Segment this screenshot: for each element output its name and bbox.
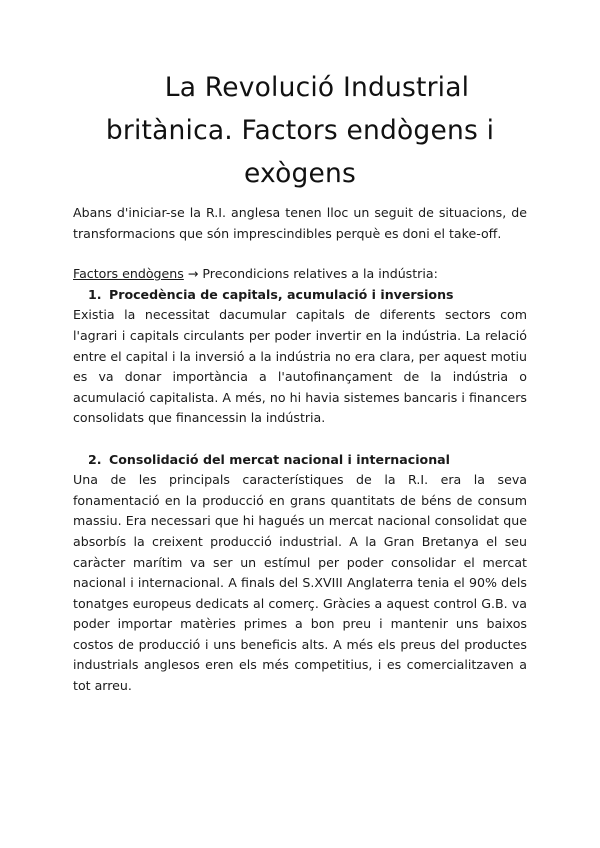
section-1-title: Procedència de capitals, acumulació i inversions [109,286,454,302]
section-1-heading [73,285,527,306]
section-2-heading [73,450,527,471]
section-2-number: 2. [88,451,102,467]
document-page [73,66,527,697]
section-1 [73,285,527,429]
section-1-number: 1. [88,286,102,302]
section-2-paragraph: Una de les principals característiques de la R.I. era la seva fonamentació en la producció en grans quantitats de béns de consum massiu. Era necessari que hi hagués un mercat nacional consolidat que absorbís la creixent producció industrial. A la Gran Bretanya el seu caràcter marítim va ser un estímul per poder consolidar el mercat nacional i internacional. A finals del S.XVIII Anglaterra tenia el 90% dels tonatges europeus dedicats al comerç. Gràcies a aquest control G.B. va poder importar matèries primes a bon preu i mantenir uns baixos costos de producció i uns beneficis alts. A més els preus del productes industrials anglesos eren els més competitius, i es comercialitzaven a tot arreu. [73,472,527,694]
section-1-paragraph: Existia la necessitat dacumular capitals de diferents sectors com l'agrari i capitals circulants per poder invertir en la indústria. La relació entre el capital i la inversió a la indústria no era clara, per aquest motiu es va donar importància a l'autofinançament de la indústria o acumulació capitalista. A més, no hi havia sistemes bancaris i financers consolidats que financessin la indústria. [73,307,527,426]
factors-label: Factors endògens [73,266,184,282]
intro-paragraph: Abans d'iniciar-se la R.I. anglesa tenen lloc un seguit de situacions, de transformacions que són imprescindibles perquè es doni el take-off. [73,205,527,241]
title-line-3: exògens [243,158,357,189]
arrow-icon: → [187,266,199,282]
factors-line [73,264,527,285]
page-title [73,66,527,195]
section-2 [73,450,527,697]
section-2-title: Consolidació del mercat nacional i internacional [109,451,450,467]
title-line-2: britànica. Factors endògens i [105,115,495,146]
title-line-1: La Revolució Industrial [164,72,470,103]
factors-text: Precondicions relatives a la indústria: [202,266,438,282]
